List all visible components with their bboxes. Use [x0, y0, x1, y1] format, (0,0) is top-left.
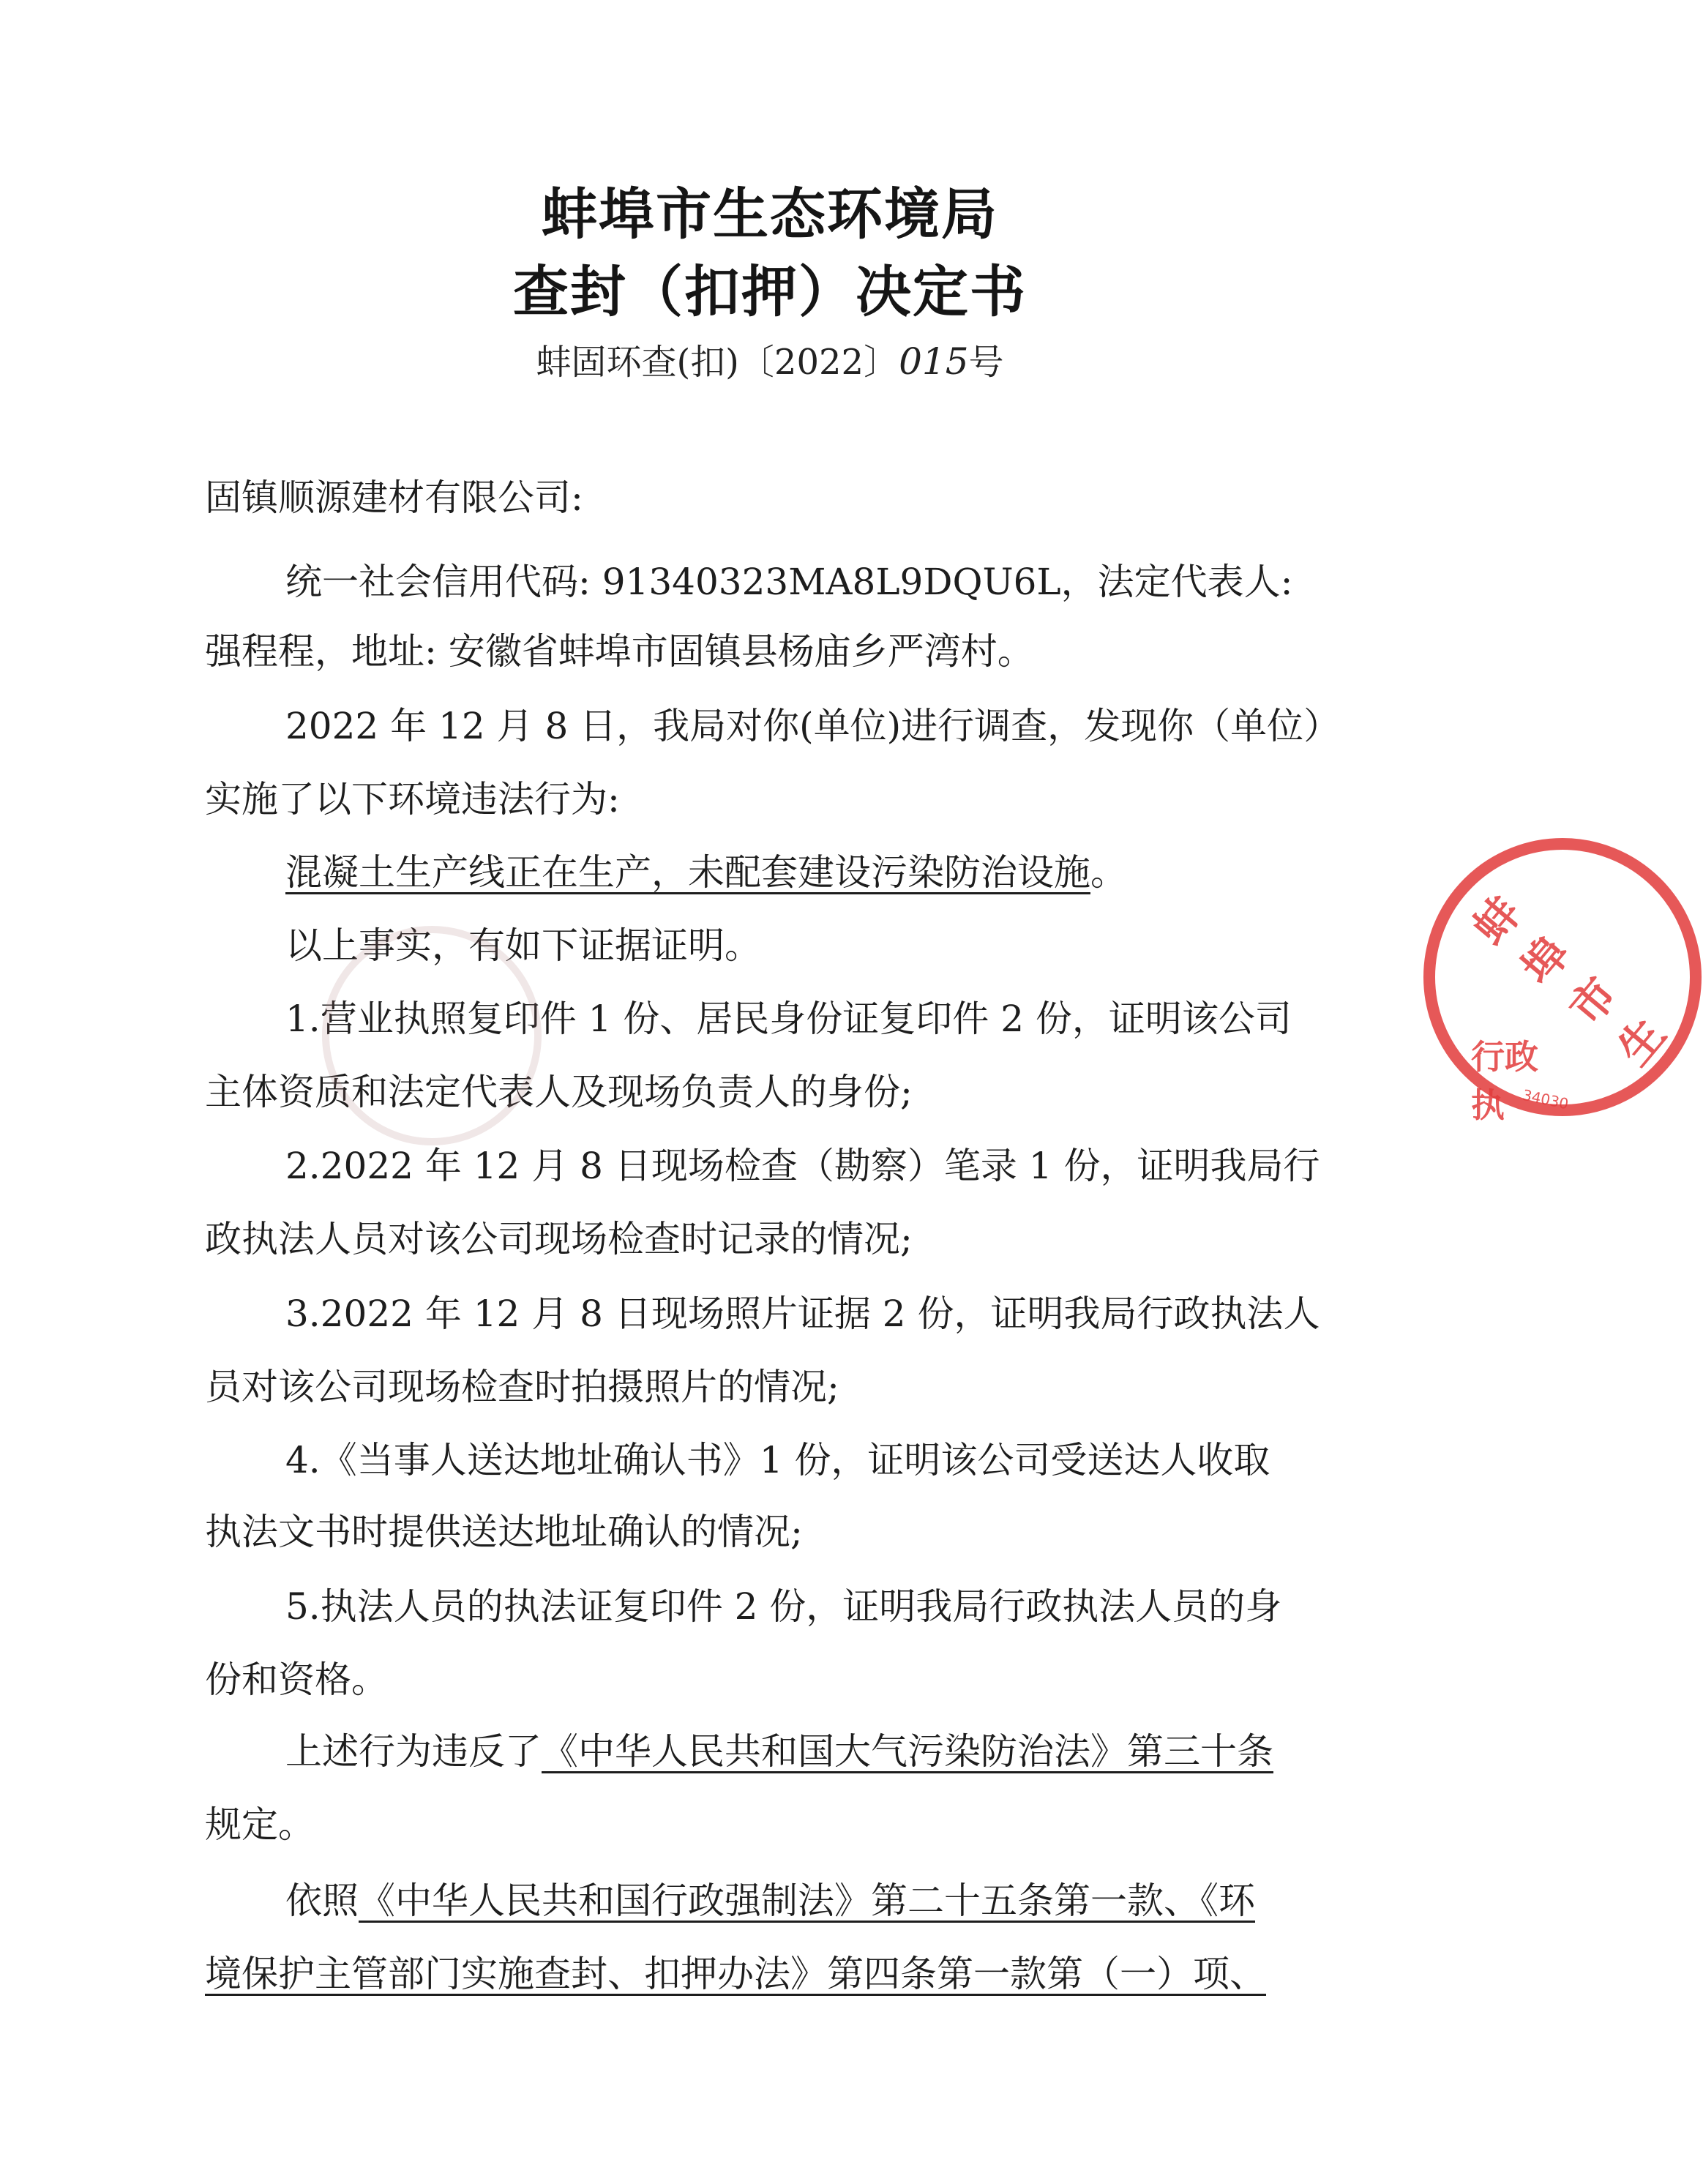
evidence-3-line1: 3.2022 年 12 月 8 日现场照片证据 2 份，证明我局行政执法人: [285, 1293, 1320, 1335]
legal-basis-prefix: 依照: [285, 1880, 359, 1922]
seal-text-mid: 行政执: [1471, 1037, 1538, 1125]
document-number: [0, 334, 1540, 384]
addressee: 固镇顺源建材有限公司:: [205, 476, 583, 519]
legal-basis-line1: [285, 1879, 1376, 1923]
evidence-5-line1: 5.执法人员的执法证复印件 2 份，证明我局行政执法人员的身: [285, 1585, 1282, 1628]
evidence-3-line2: 员对该公司现场检查时拍摄照片的情况;: [205, 1366, 839, 1408]
legal-basis-reference-2: 境保护主管部门实施查封、扣押办法》第四条第一款第（一）项、: [205, 1953, 1266, 1995]
doc-number-handwritten: 015: [899, 340, 969, 383]
legal-basis-line2: [205, 1952, 1376, 1996]
evidence-2-line1: 2.2022 年 12 月 8 日现场检查（勘察）笔录 1 份，证明我局行: [285, 1145, 1320, 1187]
faint-stamp-impression: [322, 926, 542, 1145]
paragraph-investigation-line1: 2022 年 12 月 8 日，我局对你(单位)进行调查，发现你（单位）: [285, 705, 1341, 747]
paragraph-investigation-line2: 实施了以下环境违法行为:: [205, 778, 620, 820]
violation-statement: [285, 850, 1376, 894]
legal-basis-reference-1: 《中华人民共和国行政强制法》第二十五条第一款、《环: [359, 1880, 1255, 1922]
issuer-title: 蚌埠市生态环境局: [542, 182, 998, 247]
document-title: 查封（扣押）决定书: [513, 259, 1027, 324]
paragraph-credit-code-line2: 强程程，地址: 安徽省蚌埠市固镇县杨庙乡严湾村。: [205, 630, 1034, 673]
violation-text: 混凝土生产线正在生产，未配套建设污染防治设施: [285, 851, 1090, 894]
violation-end: 。: [1090, 851, 1127, 894]
evidence-1-line2: 主体资质和法定代表人及现场负责人的身份;: [205, 1071, 913, 1113]
evidence-5-line2: 份和资格。: [205, 1658, 388, 1701]
paragraph-credit-code-line1: 统一社会信用代码: 91340323MA8L9DQU6L，法定代表人:: [285, 561, 1293, 603]
law-violated-prefix: 上述行为违反了: [285, 1730, 542, 1773]
seal-code: 34030: [1521, 1085, 1571, 1113]
evidence-2-line2: 政执法人员对该公司现场检查时记录的情况;: [205, 1218, 913, 1260]
seal-text-top: 蚌埠市生: [1463, 887, 1676, 1076]
law-violated-line2: 规定。: [205, 1803, 315, 1846]
evidence-4-line2: 执法文书时提供送达地址确认的情况;: [205, 1511, 803, 1553]
evidence-4-line1: 4.《当事人送达地址确认书》1 份，证明该公司受送达人收取: [285, 1439, 1270, 1481]
evidence-1-line1: 1.营业执照复印件 1 份、居民身份证复印件 2 份，证明该公司: [285, 998, 1292, 1040]
law-violated-reference: 《中华人民共和国大气污染防治法》第三十条: [542, 1730, 1273, 1773]
doc-number-prefix: 蚌固环查(扣)〔2022〕: [536, 342, 899, 383]
evidence-intro: 以上事实，有如下证据证明。: [285, 924, 761, 967]
doc-number-suffix: 号: [968, 342, 1004, 383]
law-violated-line1: [285, 1729, 1376, 1773]
